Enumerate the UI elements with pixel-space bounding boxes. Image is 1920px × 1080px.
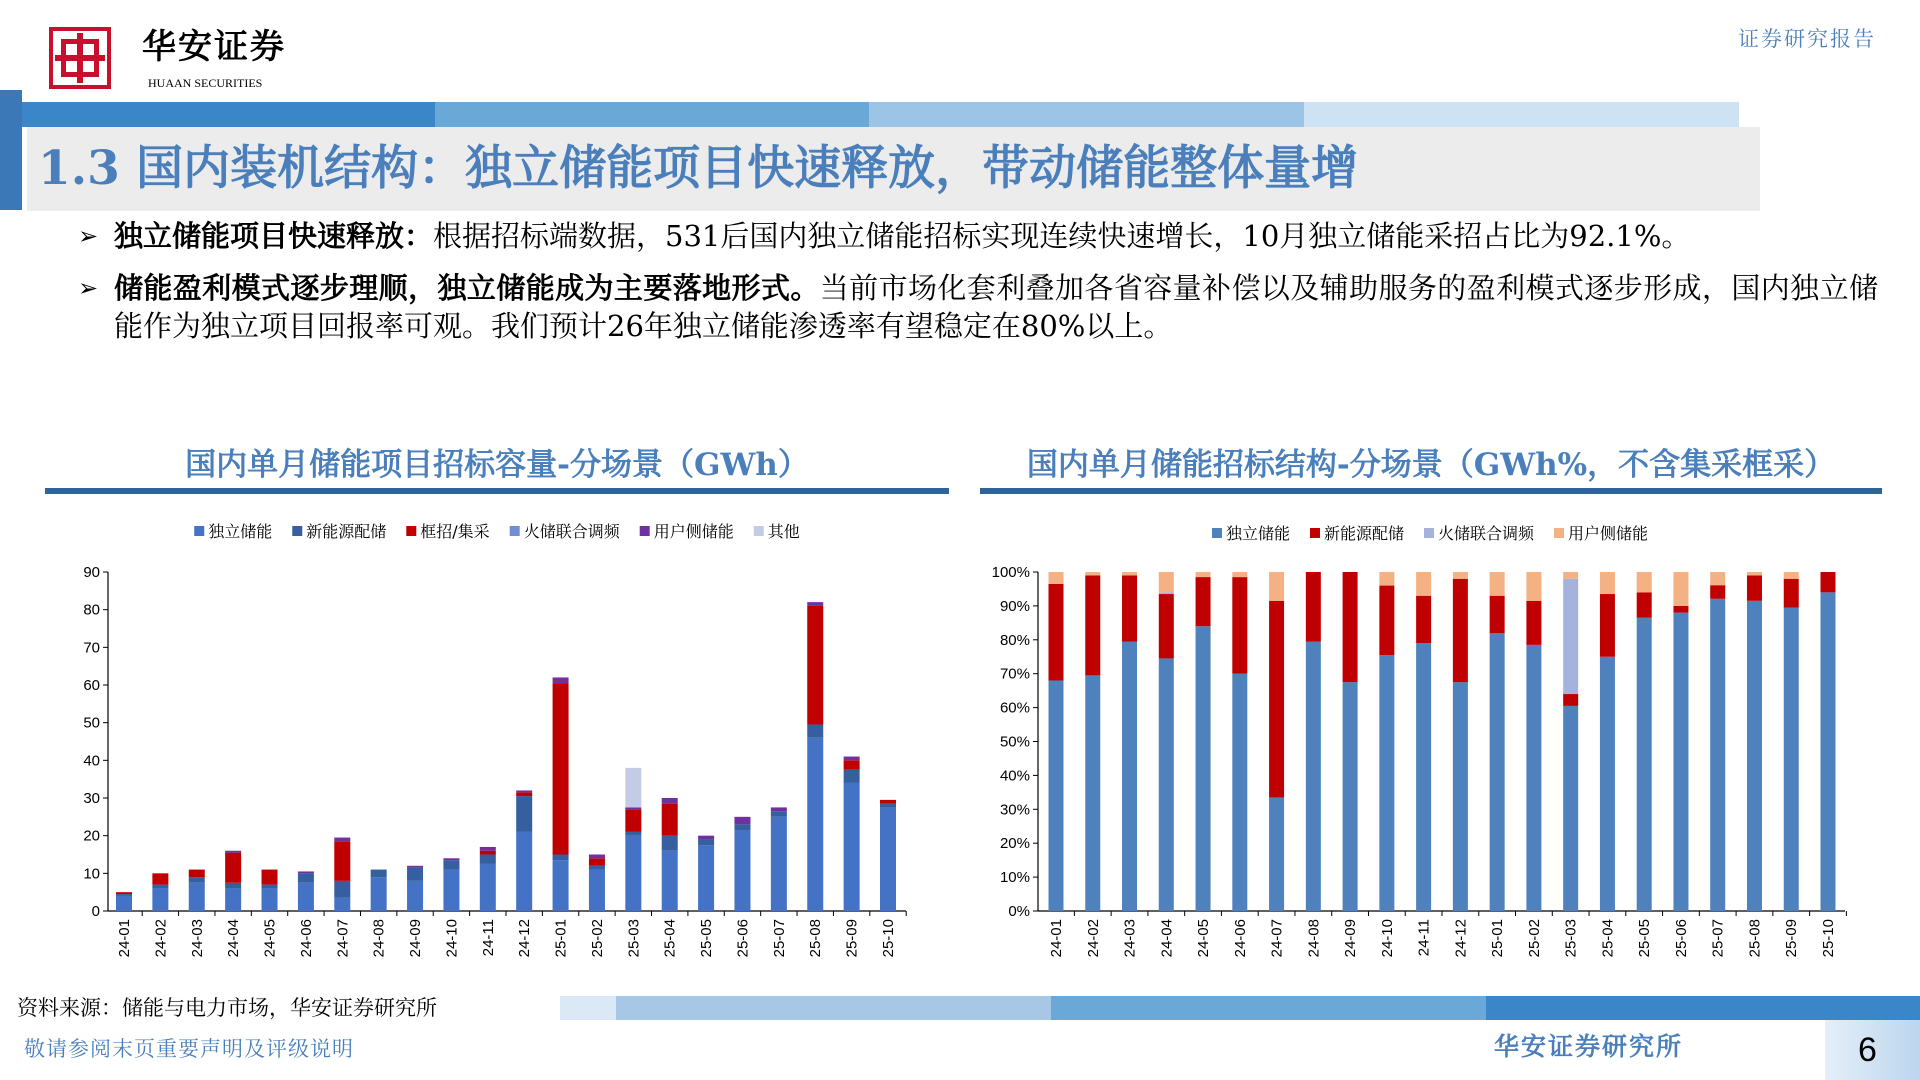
bar-1-25-10-0 (1821, 592, 1836, 911)
bar-1-25-05-1 (1637, 592, 1652, 617)
footer-band-2 (616, 996, 1051, 1020)
legend-label-0-4: 用户侧储能 (653, 522, 734, 541)
bar-0-25-02-1 (589, 866, 605, 870)
bar-0-25-02-2 (589, 858, 605, 866)
bar-1-24-08-0 (1306, 641, 1321, 911)
bar-0-25-09-1 (844, 770, 860, 783)
brand-name-en: HUAAN SECURITIES (148, 76, 263, 90)
brand-name-cn: 华安证券 (142, 27, 286, 67)
bar-1-24-01-1 (1049, 584, 1064, 681)
legend-label-0-3: 火储联合调频 (523, 522, 620, 541)
disclaimer-link[interactable]: 敬请参阅末页重要声明及评级说明 (24, 1037, 354, 1061)
bar-0-24-11-4 (480, 847, 496, 851)
x-tick-label-0: 25-04 (661, 919, 679, 958)
y-tick-label-0: 30 (83, 790, 100, 807)
bar-0-24-06-0 (298, 883, 314, 911)
bar-0-25-09-4 (844, 757, 860, 761)
bar-0-25-03-1 (625, 832, 641, 836)
bar-0-25-07-0 (771, 817, 787, 911)
bar-1-25-08-1 (1747, 575, 1762, 600)
bar-0-25-04-2 (662, 804, 678, 836)
bar-1-24-12-3 (1453, 572, 1468, 579)
x-tick-label-0: 25-03 (625, 919, 643, 958)
legend-swatch-0-4 (640, 526, 650, 536)
y-tick-label-0: 90 (83, 564, 100, 581)
bar-0-24-10-1 (443, 860, 459, 869)
bar-1-24-04-3 (1159, 572, 1174, 592)
bar-0-24-01-2 (116, 892, 132, 894)
bar-0-25-05-4 (698, 836, 714, 840)
bar-0-24-11-0 (480, 864, 496, 911)
x-tick-label-0: 25-09 (843, 919, 861, 958)
bar-1-24-02-0 (1085, 675, 1100, 911)
bar-0-24-07-0 (334, 898, 350, 911)
bar-0-25-03-0 (625, 836, 641, 911)
y-tick-label-1: 20% (999, 835, 1030, 853)
y-tick-label-1: 50% (999, 733, 1030, 751)
bar-1-25-05-0 (1637, 618, 1652, 911)
bar-1-25-07-3 (1710, 572, 1725, 585)
footer-band-1 (560, 996, 616, 1020)
report-type-label: 证券研究报告 (1738, 27, 1876, 51)
bar-0-24-01-0 (116, 896, 132, 911)
x-tick-label-0: 24-05 (261, 919, 279, 958)
x-tick-label-1: 24-07 (1268, 919, 1286, 958)
bar-1-24-02-3 (1085, 572, 1100, 575)
legend-swatch-0-3 (510, 526, 520, 536)
x-tick-label-1: 25-05 (1636, 919, 1654, 958)
bar-0-25-03-4 (625, 807, 641, 809)
arrow-bullet-icon: ➢ (78, 222, 99, 250)
bar-0-25-09-0 (844, 783, 860, 911)
bar-0-24-03-2 (189, 870, 205, 878)
page-title: 1.3 国内装机结构：独立储能项目快速释放，带动储能整体量增 (38, 141, 1359, 196)
bar-1-25-03-3 (1563, 572, 1578, 579)
footer-band-3 (1051, 996, 1486, 1020)
x-tick-label-1: 24-10 (1378, 919, 1396, 958)
bar-0-24-03-0 (189, 883, 205, 911)
legend-label-1-0: 独立储能 (1225, 524, 1290, 543)
bar-1-25-02-0 (1526, 645, 1541, 911)
legend-swatch-0-2 (406, 526, 416, 536)
x-tick-label-0: 25-10 (880, 919, 897, 958)
bar-0-24-07-2 (334, 841, 350, 881)
bar-1-24-12-0 (1453, 682, 1468, 911)
bar-0-24-09-4 (407, 866, 423, 868)
bar-0-24-04-2 (225, 853, 241, 883)
x-tick-label-0: 24-04 (225, 919, 243, 958)
x-tick-label-0: 24-03 (188, 919, 206, 958)
bar-0-24-04-4 (225, 851, 241, 853)
legend-swatch-0-5 (754, 526, 764, 536)
y-tick-label-1: 30% (999, 801, 1030, 819)
bar-0-24-12-1 (516, 796, 532, 832)
bar-1-25-09-1 (1784, 579, 1799, 608)
bar-1-25-01-1 (1490, 596, 1505, 633)
x-tick-label-0: 24-06 (297, 919, 315, 958)
bar-0-25-04-0 (662, 851, 678, 911)
bar-1-24-10-1 (1379, 586, 1394, 655)
y-tick-label-0: 50 (83, 714, 100, 732)
bar-1-24-04-0 (1159, 658, 1174, 911)
bar-0-24-03-1 (189, 877, 205, 883)
bar-1-24-10-0 (1379, 655, 1394, 911)
legend-label-0-1: 新能源配储 (306, 522, 387, 541)
bar-1-25-03-1 (1563, 694, 1578, 706)
bar-1-24-03-0 (1122, 641, 1137, 911)
bar-1-25-08-0 (1747, 601, 1762, 911)
bar-0-24-07-1 (334, 881, 350, 898)
bar-1-24-01-0 (1049, 680, 1064, 911)
legend-label-1-2: 火储联合调频 (1438, 524, 1535, 543)
x-tick-label-1: 25-02 (1525, 919, 1543, 958)
bar-0-25-09-2 (844, 760, 860, 769)
bar-0-24-04-0 (225, 888, 241, 911)
bar-0-24-05-0 (262, 888, 278, 911)
bar-0-24-06-1 (298, 873, 314, 882)
x-tick-label-1: 25-08 (1746, 919, 1764, 958)
bar-1-25-04-0 (1600, 657, 1615, 911)
bar-0-25-05-0 (698, 845, 714, 911)
bar-1-24-05-3 (1196, 572, 1211, 577)
y-tick-label-0: 20 (83, 827, 100, 845)
x-tick-label-0: 25-07 (770, 919, 788, 958)
x-tick-label-1: 24-02 (1084, 919, 1102, 958)
x-tick-label-0: 25-02 (588, 919, 606, 958)
bar-1-25-01-0 (1490, 633, 1505, 911)
bar-0-25-10-2 (880, 800, 896, 804)
bar-1-25-09-3 (1784, 572, 1799, 579)
x-tick-label-0: 24-09 (407, 919, 425, 958)
bar-0-24-12-4 (516, 790, 532, 792)
x-tick-label-1: 24-11 (1415, 919, 1433, 957)
bar-1-25-09-0 (1784, 608, 1799, 911)
x-tick-label-1: 25-01 (1489, 919, 1507, 958)
bar-1-24-06-0 (1232, 674, 1247, 911)
legend-swatch-1-3 (1554, 528, 1564, 538)
bar-0-25-01-1 (553, 855, 569, 861)
legend-label-0-2: 框招/集采 (420, 522, 490, 541)
x-tick-label-0: 25-06 (734, 919, 752, 958)
x-tick-label-1: 25-09 (1783, 919, 1801, 958)
y-tick-label-0: 40 (83, 752, 100, 770)
x-tick-label-0: 24-01 (116, 919, 133, 958)
bar-1-24-08-1 (1306, 572, 1321, 641)
legend-label-1-3: 用户侧储能 (1568, 524, 1649, 543)
bar-0-24-02-1 (152, 885, 168, 889)
bar-0-24-01-1 (116, 894, 132, 896)
legend-label-0-5: 其他 (767, 522, 800, 541)
bar-0-25-06-0 (734, 830, 750, 911)
bar-1-24-03-1 (1122, 575, 1137, 641)
bar-1-24-11-1 (1416, 596, 1431, 643)
bar-0-25-10-1 (880, 804, 896, 808)
bar-1-24-07-3 (1269, 572, 1284, 601)
bar-0-25-07-1 (771, 811, 787, 817)
bar-1-25-04-1 (1600, 594, 1615, 657)
bar-0-25-05-1 (698, 839, 714, 845)
bar-0-24-09-1 (407, 868, 423, 881)
bar-1-25-07-1 (1710, 585, 1725, 599)
bar-1-24-05-0 (1196, 626, 1211, 911)
bar-1-25-08-3 (1747, 572, 1762, 575)
x-tick-label-0: 24-07 (334, 919, 352, 958)
legend-swatch-0-0 (194, 526, 204, 536)
x-tick-label-1: 24-04 (1158, 919, 1176, 958)
bar-1-25-02-1 (1526, 601, 1541, 645)
bar-0-24-06-4 (298, 871, 314, 873)
y-tick-label-0: 0 (91, 903, 100, 920)
x-tick-label-1: 25-07 (1709, 919, 1727, 958)
chart-1-title: 国内单月储能项目招标容量-分场景（GWh） (185, 447, 809, 483)
y-tick-label-1: 70% (999, 665, 1030, 683)
bar-1-24-06-1 (1232, 577, 1247, 674)
bar-1-24-09-1 (1343, 572, 1358, 682)
bar-0-25-01-0 (553, 860, 569, 911)
x-tick-label-0: 24-08 (370, 919, 388, 958)
bar-1-24-07-0 (1269, 797, 1284, 911)
x-tick-label-1: 25-04 (1599, 919, 1617, 958)
bar-1-24-02-1 (1085, 575, 1100, 675)
bar-0-24-10-0 (443, 870, 459, 911)
x-tick-label-0: 25-01 (552, 919, 570, 958)
bar-1-24-11-0 (1416, 643, 1431, 911)
bar-0-24-10-4 (443, 858, 459, 860)
bar-0-25-01-4 (553, 677, 569, 683)
x-tick-label-0: 24-02 (152, 919, 170, 958)
y-tick-label-0: 80 (83, 601, 100, 619)
y-tick-label-1: 80% (999, 631, 1030, 649)
legend-swatch-1-1 (1310, 528, 1320, 538)
data-source: 资料来源：储能与电力市场，华安证券研究所 (17, 996, 437, 1020)
bar-0-25-06-4 (734, 817, 750, 825)
legend-swatch-0-1 (292, 526, 302, 536)
y-tick-label-0: 10 (83, 865, 100, 883)
bullet-1-text: 根据招标端数据，531后国内独立储能招标实现连续快速增长，10月独立储能采招占比为92.1%。 (433, 219, 1691, 253)
x-tick-label-1: 24-01 (1048, 919, 1065, 958)
bar-1-24-06-3 (1232, 572, 1247, 577)
x-tick-label-1: 24-09 (1342, 919, 1360, 958)
bar-1-25-05-3 (1637, 572, 1652, 592)
page-number: 6 (1858, 1031, 1877, 1069)
bar-1-25-06-0 (1673, 613, 1688, 911)
bar-1-25-07-0 (1710, 599, 1725, 911)
bar-0-24-04-1 (225, 883, 241, 889)
y-tick-label-1: 40% (999, 767, 1030, 785)
bar-0-25-04-4 (662, 798, 678, 804)
arrow-bullet-icon: ➢ (78, 274, 99, 302)
x-tick-label-1: 25-06 (1672, 919, 1690, 958)
legend-label-0-0: 独立储能 (208, 522, 273, 541)
bar-0-25-02-0 (589, 870, 605, 911)
bar-0-25-06-1 (734, 824, 750, 830)
bar-1-24-04-2 (1159, 592, 1174, 594)
bar-0-25-08-1 (807, 725, 823, 738)
bar-1-24-11-3 (1416, 572, 1431, 596)
bar-0-24-11-2 (480, 851, 496, 855)
bar-1-25-02-3 (1526, 572, 1541, 601)
bar-1-25-04-3 (1600, 572, 1615, 594)
x-tick-label-0: 24-12 (516, 919, 534, 958)
y-tick-label-0: 70 (83, 639, 100, 657)
bar-1-24-09-0 (1343, 682, 1358, 911)
x-tick-label-1: 24-12 (1452, 919, 1470, 958)
bar-0-24-09-0 (407, 881, 423, 911)
legend-label-1-1: 新能源配储 (1323, 524, 1404, 543)
bar-0-24-05-2 (262, 870, 278, 885)
y-tick-label-1: 90% (999, 597, 1030, 615)
bar-1-25-06-1 (1673, 606, 1688, 613)
bar-1-24-05-1 (1196, 577, 1211, 626)
x-tick-label-1: 24-05 (1195, 919, 1213, 958)
x-tick-label-1: 24-03 (1121, 919, 1139, 958)
bullet-2-text: 当前市场化套利叠加各省容量补偿以及辅助服务的盈利模式逐步形成，国内独立储能作为独立项目回报率可观。我们预计26年独立储能渗透率有望稳定在80%以上。 (114, 271, 1878, 343)
bar-1-25-06-3 (1673, 572, 1688, 606)
bar-0-24-11-1 (480, 855, 496, 864)
x-tick-label-1: 25-03 (1562, 919, 1580, 958)
bar-0-24-02-2 (152, 873, 168, 884)
x-tick-label-0: 24-10 (443, 919, 461, 958)
y-tick-label-1: 0% (1008, 903, 1030, 920)
footer-brand: 华安证券研究所 (1494, 1032, 1684, 1061)
bar-1-25-10-1 (1821, 572, 1836, 592)
bar-0-25-07-4 (771, 807, 787, 811)
bar-0-25-03-5 (625, 768, 641, 808)
footer-band-4 (1486, 996, 1920, 1020)
bar-1-24-12-1 (1453, 579, 1468, 682)
legend-swatch-1-0 (1212, 528, 1222, 538)
x-tick-label-1: 24-06 (1231, 919, 1249, 958)
bar-0-24-08-0 (371, 877, 387, 911)
x-tick-label-1: 24-08 (1305, 919, 1323, 958)
bar-1-24-01-3 (1049, 572, 1064, 584)
bar-1-24-10-3 (1379, 572, 1394, 586)
bar-0-24-05-1 (262, 885, 278, 889)
bullet-2-heading: 储能盈利模式逐步理顺，独立储能成为主要落地形式。 (114, 271, 820, 305)
x-tick-label-0: 25-08 (807, 919, 825, 958)
bar-0-24-08-1 (371, 870, 387, 878)
bar-0-25-08-0 (807, 738, 823, 911)
bar-1-24-07-1 (1269, 601, 1284, 798)
bar-0-25-02-4 (589, 855, 605, 859)
y-tick-label-1: 10% (999, 869, 1030, 887)
bar-0-25-08-2 (807, 606, 823, 725)
bar-0-24-12-2 (516, 792, 532, 796)
bar-0-25-10-0 (880, 807, 896, 911)
bar-1-25-03-2 (1563, 579, 1578, 694)
chart-2-title: 国内单月储能招标结构-分场景（GWh%，不含集采框采） (1026, 447, 1836, 483)
bar-1-24-03-3 (1122, 572, 1137, 575)
y-tick-label-0: 60 (83, 677, 100, 694)
bar-0-24-07-4 (334, 838, 350, 842)
bar-0-25-03-2 (625, 809, 641, 832)
bullet-1-heading: 独立储能项目快速释放： (114, 219, 434, 253)
bar-0-24-02-0 (152, 888, 168, 911)
y-tick-label-1: 60% (999, 699, 1030, 717)
legend-swatch-1-2 (1424, 528, 1434, 538)
bar-1-25-01-3 (1490, 572, 1505, 596)
x-tick-label-0: 24-11 (479, 919, 497, 957)
bar-0-25-08-4 (807, 602, 823, 606)
bar-0-24-12-0 (516, 832, 532, 911)
bar-1-25-03-0 (1563, 706, 1578, 911)
y-tick-label-1: 100% (991, 564, 1030, 581)
bar-0-25-01-2 (553, 683, 569, 854)
bar-1-24-04-1 (1159, 594, 1174, 658)
x-tick-label-0: 25-05 (698, 919, 716, 958)
x-tick-label-1: 25-10 (1820, 919, 1837, 958)
bar-0-25-04-1 (662, 836, 678, 851)
